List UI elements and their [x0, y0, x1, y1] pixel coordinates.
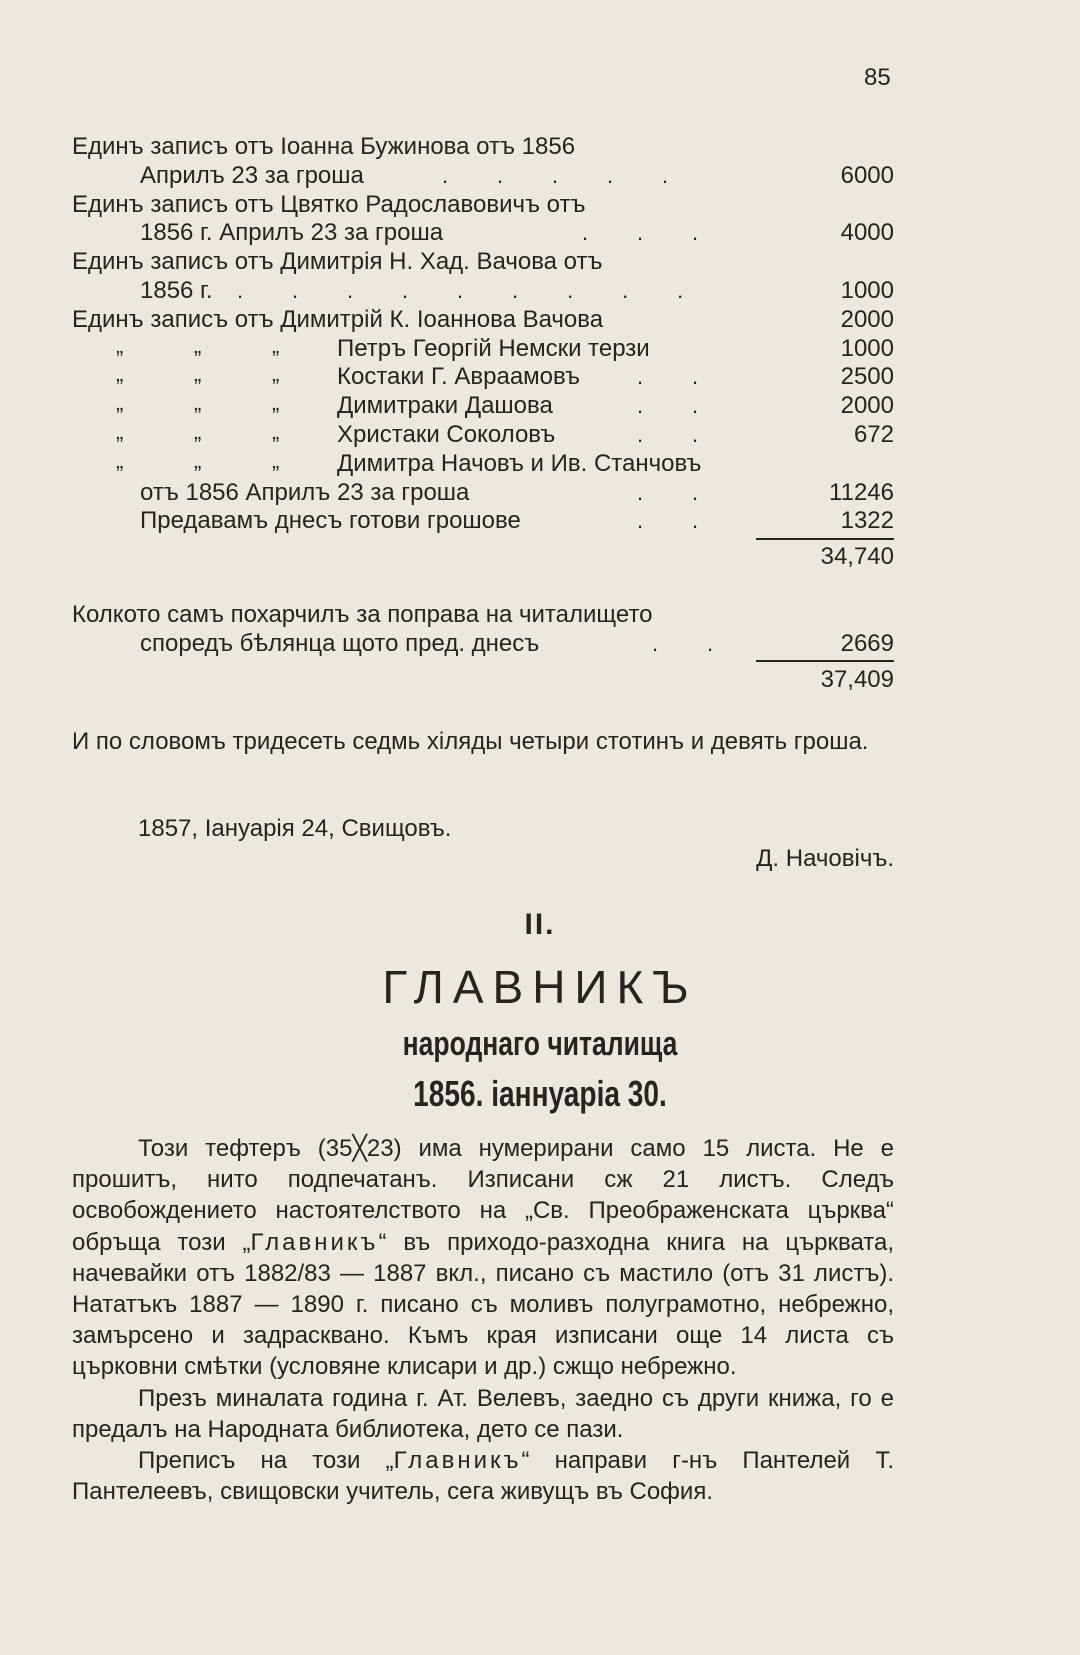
- text-run: Този тефтеръ (35: [138, 1135, 353, 1162]
- ledger-row: [72, 363, 894, 392]
- sum-rule: [756, 660, 894, 662]
- ditto-mark: „: [194, 361, 202, 387]
- dot-leader: . .: [637, 421, 699, 447]
- section-subtitle: народнаго читалища: [402, 1025, 678, 1063]
- ledger-row-text: Димитра Начовъ и Ив. Станчовъ: [337, 449, 702, 477]
- ditto-mark: „: [272, 390, 280, 416]
- ledger-row-text: Единъ записъ отъ Цвятко Радославовичъ отъ: [72, 190, 586, 218]
- expense-text: Колкото самъ похарчилъ за поправа на читалището: [72, 601, 653, 628]
- dot-leader: . . . . . . . . .: [237, 277, 684, 303]
- paragraph: [72, 1383, 894, 1445]
- total-amount: 37,409: [820, 665, 894, 693]
- expense-amount: 2669: [840, 629, 894, 657]
- ledger-row-text: Петръ Георгій Немски терзи: [337, 334, 650, 362]
- ledger-row-amount: 1000: [840, 276, 894, 304]
- ledger-row-text: Априлъ 23 за гроша: [140, 161, 364, 189]
- ledger-row-amount: 4000: [840, 219, 894, 247]
- ledger-row: [72, 133, 894, 162]
- paragraph: [72, 1133, 894, 1383]
- ledger-row-amount: 1000: [840, 334, 894, 362]
- ledger-row-text: Димитраки Дашова: [337, 392, 553, 420]
- ledger-row: [72, 277, 894, 306]
- amount-in-words: И по словомъ тридесеть седмь хіляды четыри стотинъ и девять гроша.: [72, 728, 869, 755]
- ledger-row: [72, 219, 894, 248]
- ditto-mark: „: [116, 418, 124, 444]
- dot-leader: . .: [637, 364, 699, 390]
- ditto-mark: „: [194, 418, 202, 444]
- spaced-term: Главникъ: [393, 1447, 522, 1475]
- ditto-mark: „: [194, 390, 202, 416]
- dot-leader: . .: [637, 479, 699, 505]
- text-run: “ направи г-нъ Пантелей Т. Пантелеевъ, свищовски учитель, сега живущъ въ София.: [72, 1447, 895, 1506]
- ledger-row-amount: 1322: [840, 507, 894, 535]
- subtotal-amount: 34,740: [820, 543, 894, 571]
- ditto-mark: „: [194, 447, 202, 473]
- total-row: [72, 665, 894, 694]
- ditto-mark: „: [272, 447, 280, 473]
- dot-leader: . . . . .: [442, 162, 669, 188]
- ledger-row: [72, 306, 894, 335]
- date-line: 1857, Іануарія 24, Свищовъ.: [138, 815, 452, 842]
- ledger-row-text: Христаки Соколовъ: [337, 420, 556, 448]
- ledger-row-text: 1856 г.: [140, 276, 213, 304]
- ledger-row-amount: 672: [853, 420, 894, 448]
- ditto-mark: „: [272, 361, 280, 387]
- subtotal-row: [72, 542, 894, 571]
- expense-block: [72, 601, 894, 694]
- spaced-term: Главникъ: [250, 1228, 379, 1256]
- ditto-mark: „: [116, 447, 124, 473]
- section-date: 1856. іаннуаріа 30.: [413, 1073, 667, 1114]
- ditto-mark: „: [116, 361, 124, 387]
- ledger-row-text: Единъ записъ отъ Димитрій К. Іоаннова Вачова: [72, 305, 604, 333]
- ledger-row: [72, 162, 894, 191]
- expense-row: [72, 630, 894, 659]
- section-number: II.: [524, 908, 556, 941]
- ledger-row-amount: 2000: [840, 392, 894, 420]
- ledger-row: [72, 332, 894, 364]
- ledger-row-text: Единъ записъ отъ Іоанна Бужинова отъ 1856: [72, 133, 576, 160]
- ledger-row: [72, 507, 894, 536]
- ledger-row: [72, 392, 894, 421]
- cross-mark: ╳: [352, 1135, 367, 1162]
- ledger-row: [72, 191, 894, 220]
- ditto-mark: „: [116, 390, 124, 416]
- ditto-mark: „: [194, 332, 202, 358]
- sum-rule: [756, 538, 894, 540]
- ledger-row: [72, 479, 894, 508]
- signature: Д. Начовічъ.: [756, 845, 894, 872]
- expense-row: [72, 601, 894, 630]
- ledger-row-text: 1856 г. Априлъ 23 за гроша: [140, 219, 444, 247]
- text-run: Презъ миналата година г. Ат. Велевъ, заедно съ други книжа, го е предалъ на Народната библиотека, дето се пази.: [72, 1384, 894, 1443]
- ledger-row-text: отъ 1856 Априлъ 23 за гроша: [140, 478, 470, 506]
- ledger-row-text: Предавамъ днесъ готови грошове: [140, 507, 521, 535]
- ditto-mark: „: [272, 418, 280, 444]
- ledger-row: [72, 447, 894, 479]
- ledger-row: [72, 418, 894, 450]
- ledger-row-amount: 2500: [840, 363, 894, 391]
- body-text: [72, 1133, 894, 1507]
- ledger-row: [72, 248, 894, 277]
- text-run: Преписъ на този „: [138, 1447, 394, 1475]
- ledger-row-amount: 11246: [829, 478, 894, 506]
- dot-leader: . .: [637, 393, 699, 419]
- ditto-mark: „: [272, 332, 280, 358]
- page-number: 85: [864, 64, 891, 91]
- dot-leader: . .: [652, 630, 714, 656]
- text-run: 23) има нумерирани само 15 листа. Не е прошитъ, нито подпечатанъ. Изписани сж 21 листъ. Следъ освобождението настоятелството на „Св. Преображенската църква“ обръща този „: [72, 1135, 894, 1256]
- paragraph: [72, 1445, 894, 1507]
- dot-leader: . .: [637, 508, 699, 534]
- ditto-mark: „: [116, 332, 124, 358]
- ledger-row-amount: 2000: [840, 305, 894, 333]
- ledger-table: [72, 133, 894, 571]
- ledger-row-text: Единъ записъ отъ Димитрія Н. Хад. Вачова отъ: [72, 248, 603, 276]
- ledger-row-amount: 6000: [840, 161, 894, 189]
- ledger-row-text: Костаки Г. Авраамовъ: [337, 363, 580, 391]
- text-run: “ въ приходо-разходна книга на църквата, начевайки отъ 1882/83 — 1887 вкл., писано съ мастило (отъ 31 листъ). Нататъкъ 1887 — 1890 г. писано съ моливъ полуграмотно, небрежно, замърсено и задрасквано. Къмъ края изписани още 14 листа съ църковни смѣтки (условяне клисари и др.) сжщо небрежно.: [72, 1228, 895, 1381]
- section-title: ГЛАВНИКЪ: [382, 961, 698, 1013]
- dot-leader: . . .: [582, 220, 699, 246]
- expense-text: споредъ бѣлянца щото пред. днесъ: [140, 629, 540, 657]
